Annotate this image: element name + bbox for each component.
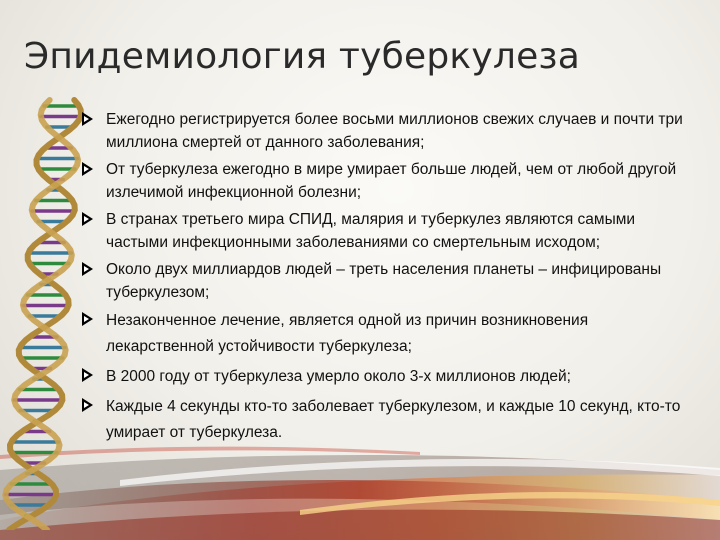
bullet-text: В странах третьего мира СПИД, малярия и туберкулез являются самыми частыми инфекционными заболеваниями со смертельным исходом; [106, 211, 636, 251]
bullet-text: Незаконченное лечение, является одной из причин возникновения лекарственной устойчивости туберкулеза; [106, 312, 589, 355]
arrow-bullet-icon [82, 398, 93, 412]
slide-title: Эпидемиология туберкулеза [24, 36, 581, 77]
bullet-list [80, 108, 700, 450]
arrow-bullet-icon [82, 312, 93, 326]
bullet-text: Ежегодно регистрируется более восьми миллионов свежих случаев и почти три миллиона смертей от данного заболевания; [106, 111, 683, 151]
arrow-bullet-icon [82, 112, 93, 126]
arrow-bullet-icon [82, 212, 93, 226]
bullet-item [80, 158, 700, 204]
bullet-item [80, 364, 700, 390]
bullet-text: Около двух миллиардов людей – треть населения планеты – инфицированы туберкулезом; [106, 261, 662, 301]
bullet-item [80, 108, 700, 154]
bullet-text: Каждые 4 секунды кто-то заболевает туберкулезом, и каждые 10 секунд, кто-то умирает от туберкулеза. [106, 398, 681, 441]
bullet-item [80, 394, 700, 446]
bullet-text: От туберкулеза ежегодно в мире умирает больше людей, чем от любой другой излечимой инфекционной болезни; [106, 161, 677, 201]
bullet-item [80, 308, 700, 360]
arrow-bullet-icon [82, 368, 93, 382]
bullet-item [80, 258, 700, 304]
arrow-bullet-icon [82, 262, 93, 276]
bullet-text: В 2000 году от туберкулеза умерло около 3-х миллионов людей; [106, 368, 571, 385]
bullet-item [80, 208, 700, 254]
arrow-bullet-icon [82, 162, 93, 176]
